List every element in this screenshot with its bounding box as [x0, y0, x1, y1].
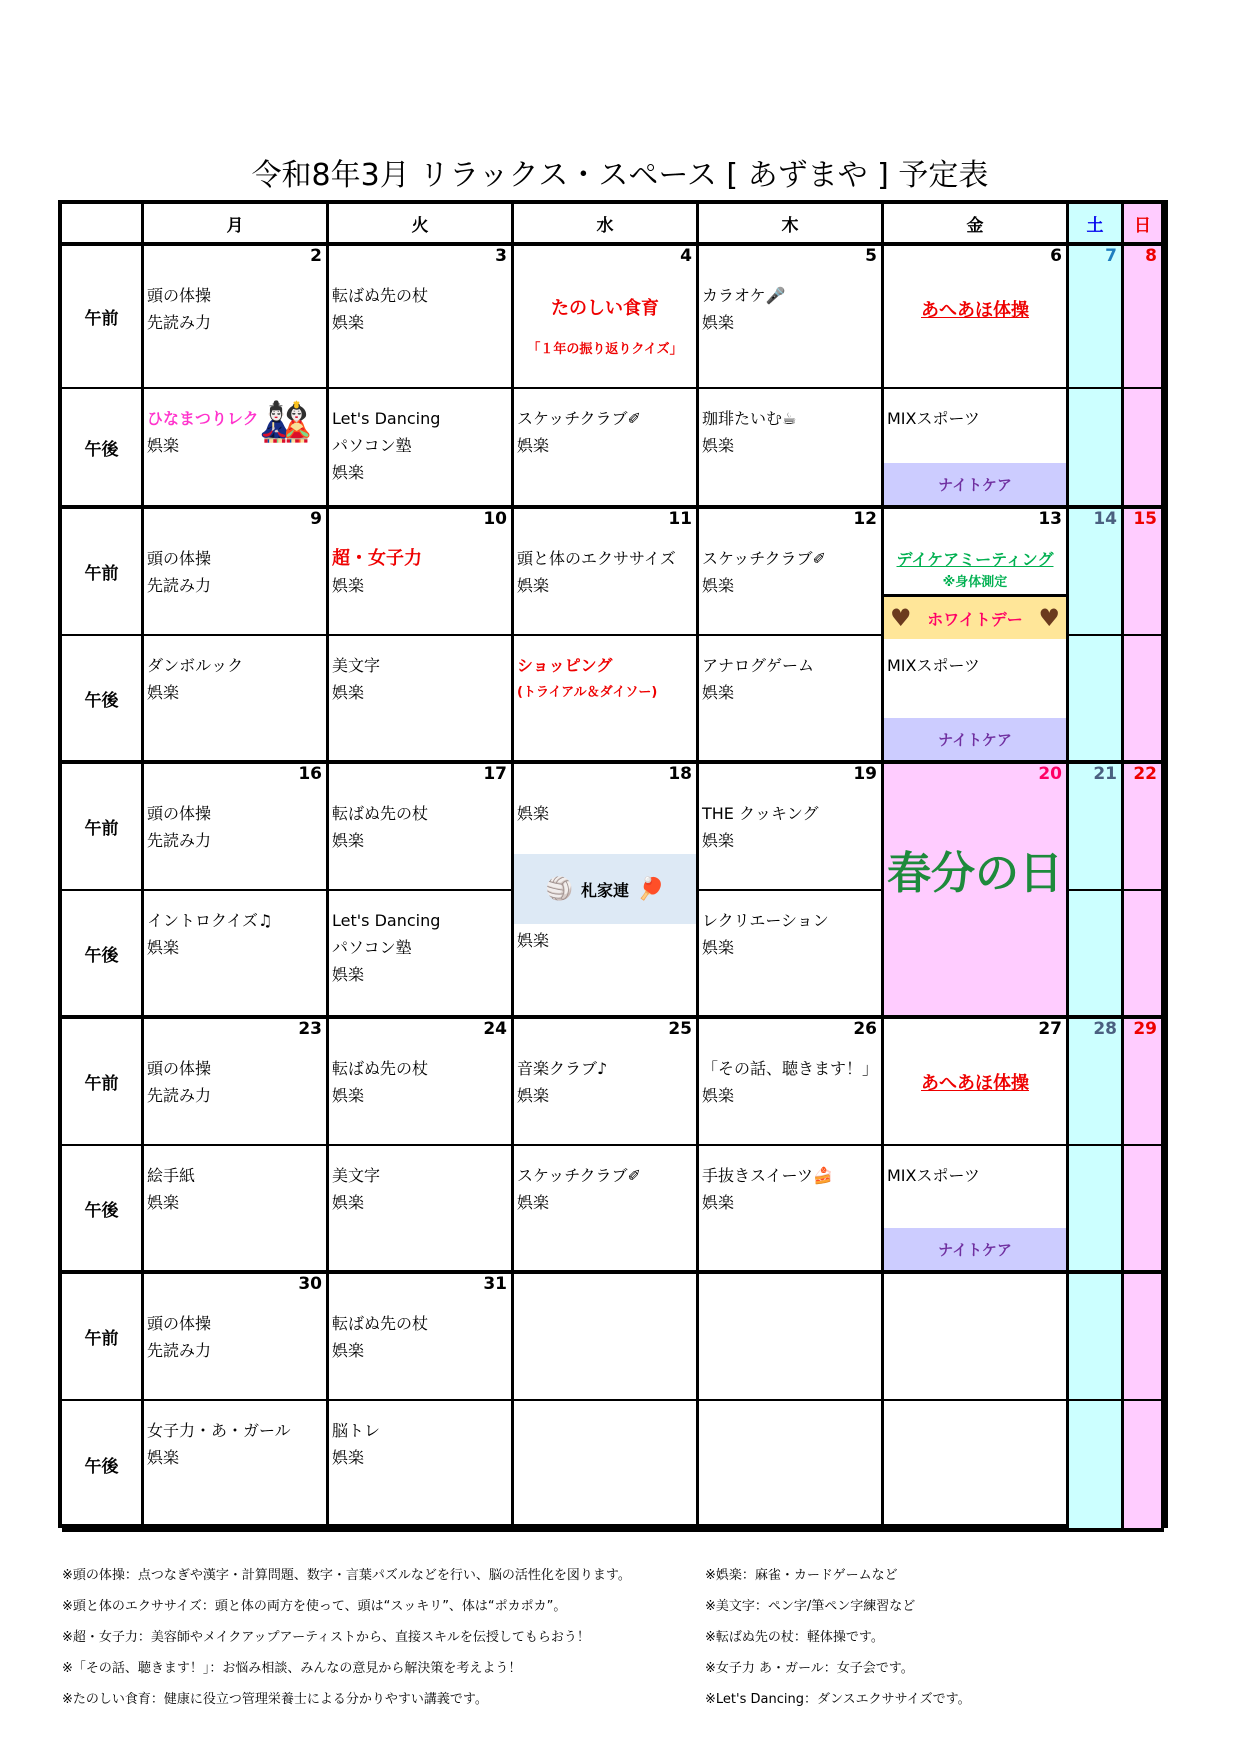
- activity: 頭と体のエクササイズ: [517, 549, 676, 568]
- date-number: 4: [680, 246, 692, 266]
- header-day: [699, 204, 884, 246]
- activity: 娯楽: [702, 938, 735, 957]
- pm-cell: [1069, 636, 1124, 764]
- am-cell: [514, 509, 699, 636]
- activity: スケッチクラブ✐: [517, 1166, 641, 1185]
- am-cell: [329, 509, 514, 636]
- pm-cell: [699, 1146, 884, 1274]
- day-label: 木: [781, 215, 799, 236]
- activity: パソコン塾: [332, 436, 412, 455]
- am-cell: [1069, 246, 1124, 389]
- activity: 先読み力: [147, 1086, 212, 1105]
- pm-cell: [329, 891, 514, 1019]
- am-label-text: 午前: [84, 564, 119, 584]
- pm-label-text: 午後: [84, 945, 119, 966]
- am-cell: [884, 509, 1069, 636]
- am-cell: [884, 1274, 1069, 1401]
- date-number: 27: [1038, 1019, 1062, 1039]
- am-cell: [514, 1019, 699, 1146]
- am-activities: [332, 1055, 428, 1109]
- activity: 娯楽: [702, 576, 735, 595]
- pm-activities: [332, 652, 380, 706]
- header-day: [1124, 204, 1164, 246]
- date-number: 7: [1105, 246, 1117, 266]
- activity: 女子力・あ・ガール: [147, 1421, 291, 1440]
- activity: Let's Dancing: [332, 409, 441, 428]
- white-day-banner: [884, 594, 1066, 639]
- date-number: 18: [668, 764, 692, 784]
- pm-cell: [1124, 1401, 1164, 1532]
- pm-activities: [702, 652, 814, 706]
- am-activities: [147, 282, 211, 336]
- activity: 娯楽: [332, 463, 365, 482]
- pm-cell: [1069, 1401, 1124, 1532]
- date-number: 19: [853, 764, 877, 784]
- am-cell: [699, 509, 884, 636]
- activity: カラオケ🎤: [702, 286, 786, 305]
- activity: 娯楽: [517, 804, 550, 823]
- sakkaren-label: 札家連: [580, 880, 629, 900]
- am-cell: [1124, 246, 1164, 389]
- pm-label-text: 午後: [84, 1200, 119, 1221]
- activity: 娯楽: [702, 313, 735, 332]
- activity: 娯楽: [147, 938, 180, 957]
- activity: 転ばぬ先の杖: [332, 804, 429, 823]
- activity: パソコン塾: [332, 938, 412, 957]
- pm-cell: [514, 389, 699, 509]
- date-number: 22: [1133, 764, 1157, 784]
- pm-cell: [329, 1146, 514, 1274]
- activity: スケッチクラブ✐: [702, 549, 826, 568]
- am-activities: [147, 1055, 211, 1109]
- am-cell: [699, 764, 884, 891]
- pm-activities: [887, 652, 980, 679]
- date-number: 16: [298, 764, 322, 784]
- pm-activities: [702, 405, 796, 459]
- pm-label-text: 午後: [84, 690, 119, 711]
- activity: 絵手紙: [147, 1166, 196, 1185]
- activity: 娯楽: [517, 931, 550, 950]
- am-cell: [514, 1274, 699, 1401]
- pm-cell: [144, 389, 329, 509]
- activity: 娯楽: [702, 1193, 735, 1212]
- activity: 珈琲たいむ☕: [702, 409, 797, 428]
- pm-activities: [147, 652, 243, 706]
- pm-cell: [1124, 389, 1164, 509]
- pm-activities: [517, 1162, 641, 1216]
- pm-cell: [699, 1401, 884, 1532]
- pm-label: [62, 1146, 144, 1274]
- holiday-cell: [884, 764, 1069, 1019]
- am-label: [62, 509, 144, 636]
- am-cell: [699, 1274, 884, 1401]
- activity: 脳トレ: [332, 1421, 381, 1440]
- night-care-badge: ナイトケア: [884, 718, 1066, 760]
- am-activities: [517, 1055, 607, 1109]
- activity: ショッピング: [517, 656, 613, 675]
- pm-label: [62, 636, 144, 764]
- am-cell: [329, 1274, 514, 1401]
- pm-cell: [329, 389, 514, 509]
- event-title: たのしい食育: [551, 298, 659, 319]
- note: ※「その話、聴きます！」：お悩み相談、みんなの意見から解決策を考えよう！: [62, 1661, 522, 1676]
- activity: 先読み力: [147, 313, 212, 332]
- pm-cell: [1124, 1146, 1164, 1274]
- activity: 頭の体操: [147, 804, 212, 823]
- header-day: [884, 204, 1069, 246]
- date-number: 3: [495, 246, 507, 266]
- note: ※たのしい食育：健康に役立つ管理栄養士による分かりやすい講義です。: [62, 1692, 488, 1707]
- date-number: 21: [1093, 764, 1117, 784]
- note: ※頭の体操：点つなぎや漢字・計算問題、数字・言葉パズルなどを行い、脳の活性化を図ります。: [62, 1568, 631, 1583]
- activity: 娯楽: [517, 576, 550, 595]
- note: ※超・女子力：美容師やメイクアップアーティストから、直接スキルを伝授してもらおう！: [62, 1630, 590, 1645]
- hina-dolls-icon: 🎎: [259, 397, 312, 446]
- date-number: 5: [865, 246, 877, 266]
- pm-cell: [329, 1401, 514, 1532]
- pm-cell: [514, 1401, 699, 1532]
- header-day: [1069, 204, 1124, 246]
- pm-activities: [147, 1162, 195, 1216]
- am-cell: [884, 1019, 1069, 1146]
- date-number: 2: [310, 246, 322, 266]
- pm-cell: [699, 636, 884, 764]
- am-label-text: 午前: [84, 1329, 119, 1349]
- activity: 転ばぬ先の杖: [332, 1059, 429, 1078]
- date-number: 23: [298, 1019, 322, 1039]
- am-cell: [329, 1019, 514, 1146]
- pm-cell: [514, 1146, 699, 1274]
- date-number: 28: [1093, 1019, 1117, 1039]
- activity: MIXスポーツ: [887, 409, 980, 428]
- header-corner: [62, 204, 144, 246]
- activity: 娯楽: [517, 1086, 550, 1105]
- pm-cell: [144, 1401, 329, 1532]
- pm-cell: [1069, 1146, 1124, 1274]
- pm-activities: [887, 1162, 980, 1189]
- am-activities: [147, 800, 211, 854]
- date-number: 10: [483, 509, 507, 529]
- pm-cell: [144, 891, 329, 1019]
- pm-cell: [884, 389, 1069, 509]
- activity: 娯楽: [332, 1341, 365, 1360]
- schedule-grid: [58, 200, 1168, 1528]
- activity: 娯楽: [147, 436, 180, 455]
- day-label: 日: [1134, 215, 1151, 236]
- activity: スケッチクラブ✐: [517, 409, 641, 428]
- night-care-badge: ナイトケア: [884, 1228, 1066, 1270]
- date-number: 15: [1133, 509, 1157, 529]
- activity: 手抜きスイーツ🍰: [702, 1166, 833, 1185]
- am-cell: [1124, 1019, 1164, 1146]
- event-subtitle: ※身体測定: [942, 575, 1008, 590]
- pm-activities: [332, 405, 440, 486]
- activity: 美文字: [332, 1166, 381, 1185]
- activity: 娯楽: [332, 576, 365, 595]
- pm-cell: [884, 1146, 1069, 1274]
- activity: 先読み力: [147, 576, 212, 595]
- date-number: 11: [668, 509, 692, 529]
- date-number: 30: [298, 1274, 322, 1294]
- pm-cell: [144, 1146, 329, 1274]
- am-cell: [144, 764, 329, 891]
- am-cell: [1124, 1274, 1164, 1401]
- pm-activities: [517, 652, 657, 706]
- activity: MIXスポーツ: [887, 656, 980, 675]
- activity: (トライアル＆ダイソー): [517, 685, 658, 700]
- am-activities: [332, 545, 422, 599]
- white-day-label: ホワイトデー: [927, 609, 1023, 629]
- activity: 先読み力: [147, 1341, 212, 1360]
- pm-cell: [514, 636, 699, 764]
- activity: 娯楽: [332, 965, 365, 984]
- activity: レクリエーション: [702, 911, 829, 930]
- day-label: 火: [411, 215, 429, 236]
- pm-cell: [1069, 891, 1124, 1019]
- am-label: [62, 1274, 144, 1401]
- am-activities: [147, 1310, 211, 1364]
- activity: 美文字: [332, 656, 381, 675]
- header-day: [144, 204, 329, 246]
- note: ※転ばぬ先の杖：軽体操です。: [705, 1630, 884, 1645]
- activity: 娯楽: [332, 313, 365, 332]
- pm-activities: [332, 907, 440, 988]
- activity: 転ばぬ先の杖: [332, 286, 429, 305]
- am-activities: [517, 545, 676, 599]
- pm-activities: [332, 1417, 380, 1471]
- am-activities: [702, 282, 786, 336]
- am-cell: [699, 1019, 884, 1146]
- event-title: デイケアミーティング: [896, 550, 1054, 569]
- activity: 娯楽: [517, 436, 550, 455]
- am-cell: [1069, 1274, 1124, 1401]
- pm-activities: [702, 1162, 833, 1216]
- volleyball-icon: 🏐: [545, 876, 573, 902]
- event-subtitle: 「１年の振り返りクイズ」: [527, 342, 683, 357]
- date-number: 24: [483, 1019, 507, 1039]
- pm-cell: [329, 636, 514, 764]
- activity: 頭の体操: [147, 1059, 212, 1078]
- header-day: [329, 204, 514, 246]
- date-number: 31: [483, 1274, 507, 1294]
- pm-activities: [147, 907, 272, 961]
- holiday-title: 春分の日: [887, 848, 1063, 899]
- pm-cell: [699, 389, 884, 509]
- activity: 先読み力: [147, 831, 212, 850]
- am-cell: [1069, 509, 1124, 636]
- am-label: [62, 764, 144, 891]
- day-label: 金: [966, 215, 984, 236]
- pm-label-text: 午後: [84, 439, 119, 460]
- activity: ダンボルック: [147, 656, 244, 675]
- activity: 娯楽: [517, 1193, 550, 1212]
- date-number: 25: [668, 1019, 692, 1039]
- am-cell: [514, 764, 699, 902]
- note: ※娯楽：麻雀・カードゲームなど: [705, 1568, 898, 1583]
- am-label-text: 午前: [84, 1074, 119, 1094]
- am-activities: [702, 545, 826, 599]
- activity: 転ばぬ先の杖: [332, 1314, 429, 1333]
- pm-cell: [884, 1401, 1069, 1532]
- activity: アナログゲーム: [702, 656, 815, 675]
- date-number: 29: [1133, 1019, 1157, 1039]
- am-label-text: 午前: [84, 309, 119, 329]
- am-activities: [702, 800, 819, 854]
- activity: 娯楽: [147, 1193, 180, 1212]
- pm-activities: [887, 405, 980, 432]
- event-title: あへあほ体操: [921, 1073, 1029, 1094]
- activity: THE クッキング: [702, 804, 819, 823]
- am-cell: [329, 246, 514, 389]
- am-activities: [332, 800, 428, 854]
- pm-label-text: 午後: [84, 1457, 119, 1477]
- am-cell: [514, 246, 699, 389]
- activity: 娯楽: [147, 1448, 180, 1467]
- activity: 娯楽: [702, 831, 735, 850]
- activity: 娯楽: [702, 436, 735, 455]
- am-cell: [144, 509, 329, 636]
- am-cell: [1124, 509, 1164, 636]
- date-number: 12: [853, 509, 877, 529]
- activity: 娯楽: [332, 831, 365, 850]
- date-number: 26: [853, 1019, 877, 1039]
- activity: 頭の体操: [147, 549, 212, 568]
- sakkaren-banner: [514, 854, 696, 924]
- activity: 超・女子力: [332, 548, 422, 569]
- day-label: 土: [1086, 215, 1104, 236]
- am-cell: [144, 246, 329, 389]
- activity: Let's Dancing: [332, 911, 441, 930]
- am-activities: [332, 1310, 428, 1364]
- note: ※美文字：ペン字/筆ペン字練習など: [705, 1599, 916, 1614]
- am-label: [62, 246, 144, 389]
- am-cell: [329, 764, 514, 891]
- activity: 「その話、聴きます！」: [702, 1059, 879, 1078]
- pm-cell: [1124, 891, 1164, 1019]
- page-title: 令和8年3月 リラックス・スペース [ あずまや ] 予定表: [251, 158, 989, 193]
- day-label: 水: [596, 215, 614, 236]
- pm-activities: [332, 1162, 380, 1216]
- am-cell: [1124, 764, 1164, 891]
- date-number: 8: [1145, 246, 1157, 266]
- activity: イントロクイズ♫: [147, 911, 273, 930]
- activity: 娯楽: [702, 683, 735, 702]
- am-cell: [1069, 764, 1124, 891]
- pm-activities: [517, 405, 641, 459]
- date-number: 9: [310, 509, 322, 529]
- pm-activities: [147, 405, 259, 459]
- am-activities: [332, 282, 428, 336]
- pm-cell: [144, 636, 329, 764]
- date-number: 14: [1093, 509, 1117, 529]
- activity: 娯楽: [702, 1086, 735, 1105]
- cookie-heart-icon: ♥: [1038, 604, 1060, 632]
- note: ※Let's Dancing：ダンスエクササイズです。: [705, 1692, 971, 1707]
- activity: 音楽クラブ♪: [517, 1059, 608, 1078]
- pm-label: [62, 389, 144, 509]
- pm-cell: [884, 636, 1069, 764]
- header-day: [514, 204, 699, 246]
- cookie-heart-icon: ♥: [890, 604, 912, 632]
- am-cell: [699, 246, 884, 389]
- am-cell: [144, 1019, 329, 1146]
- pm-label: [62, 1401, 144, 1532]
- notes-left: [62, 1560, 631, 1715]
- am-cell: [1069, 1019, 1124, 1146]
- date-number: 6: [1050, 246, 1062, 266]
- date-number: 17: [483, 764, 507, 784]
- notes-right: [705, 1560, 971, 1715]
- date-number: 13: [1038, 509, 1062, 529]
- am-label-text: 午前: [84, 819, 119, 839]
- activity: MIXスポーツ: [887, 1166, 980, 1185]
- pm-activities: [517, 927, 549, 954]
- am-label: [62, 1019, 144, 1146]
- activity: 頭の体操: [147, 286, 212, 305]
- night-care-badge: ナイトケア: [884, 463, 1066, 505]
- pm-cell: [699, 891, 884, 1019]
- ping-pong-icon: 🏓: [637, 876, 665, 902]
- date-number: 20: [1038, 764, 1062, 784]
- pm-activities: [147, 1417, 291, 1471]
- activity: 頭の体操: [147, 1314, 212, 1333]
- am-cell: [144, 1274, 329, 1401]
- event-title: あへあほ体操: [921, 300, 1029, 321]
- activity: 娯楽: [332, 1086, 365, 1105]
- pm-activities: [702, 907, 829, 961]
- activity: ひなまつりレク: [147, 409, 259, 428]
- note: ※頭と体のエクササイズ：頭と体の両方を使って、頭は“スッキリ”、体は“ポカポカ”。: [62, 1599, 567, 1614]
- day-label: 月: [226, 215, 244, 236]
- activity: 娯楽: [332, 1193, 365, 1212]
- pm-cell: [1069, 389, 1124, 509]
- activity: 娯楽: [147, 683, 180, 702]
- pm-cell: [1124, 636, 1164, 764]
- am-activities: [702, 1055, 878, 1109]
- am-cell: [884, 246, 1069, 389]
- activity: 娯楽: [332, 1448, 365, 1467]
- note: ※女子力 あ・ガール：女子会です。: [705, 1661, 914, 1676]
- pm-label: [62, 891, 144, 1019]
- am-activities: [147, 545, 211, 599]
- activity: 娯楽: [332, 683, 365, 702]
